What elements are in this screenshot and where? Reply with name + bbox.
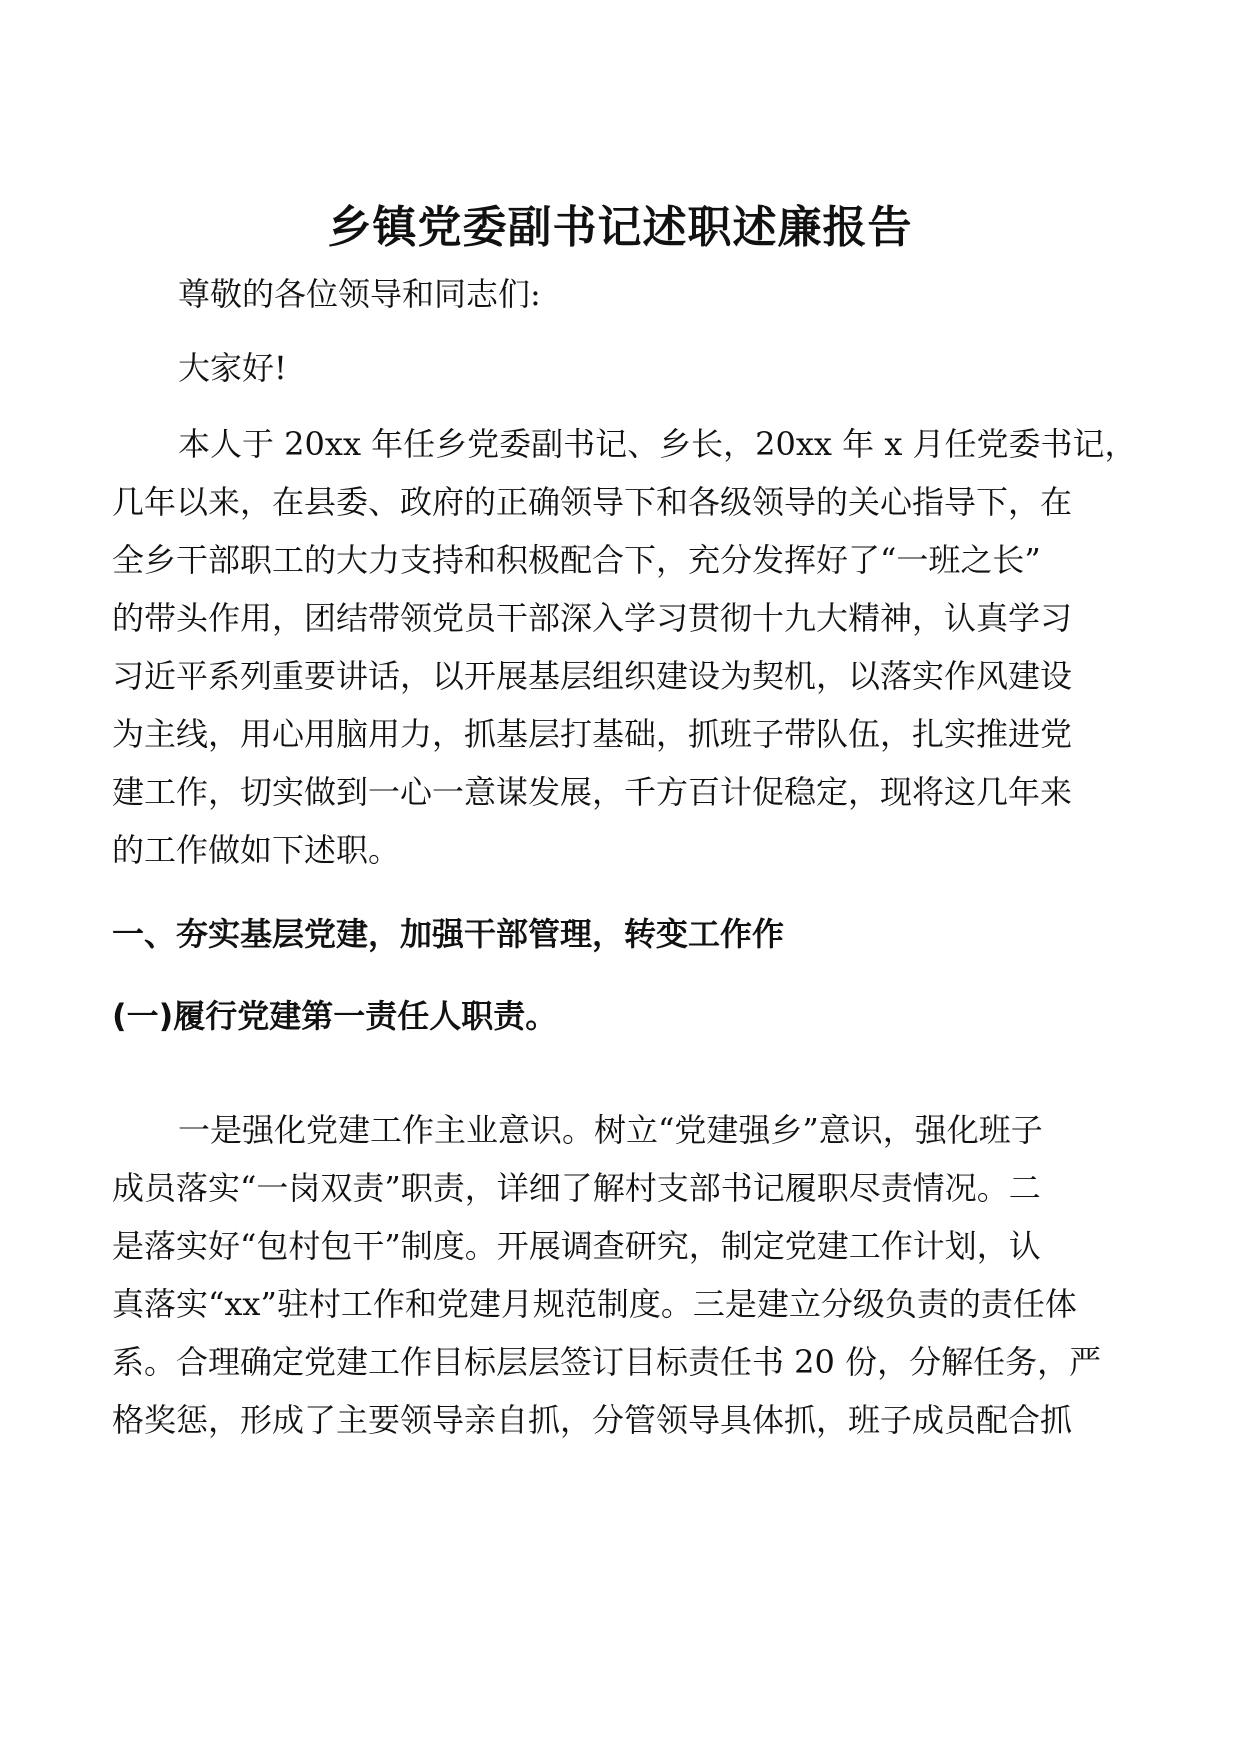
subsection-heading: (一)履行党建第一责任人职责。 — [112, 997, 558, 1035]
intro-line: 建工作，切实做到一心一意谋发展，千方百计促稳定，现将这几年来 — [112, 773, 1073, 811]
body-line: 真落实“xx”驻村工作和党建月规范制度。三是建立分级负责的责任体 — [112, 1285, 1077, 1323]
intro-line: 的带头作用，团结带领党员干部深入学习贯彻十九大精神，认真学习 — [112, 599, 1073, 637]
intro-line: 本人于 20xx 年任乡党委副书记、乡长，20xx 年 x 月任党委书记， — [178, 425, 1137, 463]
body-line: 成员落实“一岗双责”职责，详细了解村支部书记履职尽责情况。二 — [112, 1169, 1041, 1207]
document-title: 乡镇党委副书记述职述廉报告 — [327, 202, 913, 253]
salutation: 尊敬的各位领导和同志们: — [178, 275, 541, 313]
body-line: 是落实好“包村包干”制度。开展调查研究，制定党建工作计划，认 — [112, 1227, 1041, 1265]
body-line: 格奖惩，形成了主要领导亲自抓，分管领导具体抓，班子成员配合抓 — [112, 1401, 1073, 1439]
intro-line: 全乡干部职工的大力支持和积极配合下，充分发挥好了“一班之长” — [112, 541, 1041, 579]
body-line: 系。合理确定党建工作目标层层签订目标责任书 20 份，分解任务，严 — [112, 1343, 1102, 1381]
intro-line: 习近平系列重要讲话，以开展基层组织建设为契机，以落实作风建设 — [112, 657, 1073, 695]
section-heading: 一、夯实基层党建，加强干部管理，转变工作作 — [112, 915, 785, 953]
greeting: 大家好! — [178, 349, 287, 387]
intro-line: 为主线，用心用脑用力，抓基层打基础，抓班子带队伍，扎实推进党 — [112, 715, 1073, 753]
body-line: 一是强化党建工作主业意识。树立“党建强乡”意识，强化班子 — [178, 1111, 1043, 1149]
intro-line: 几年以来，在县委、政府的正确领导下和各级领导的关心指导下，在 — [112, 483, 1073, 521]
intro-line: 的工作做如下述职。 — [112, 831, 401, 869]
